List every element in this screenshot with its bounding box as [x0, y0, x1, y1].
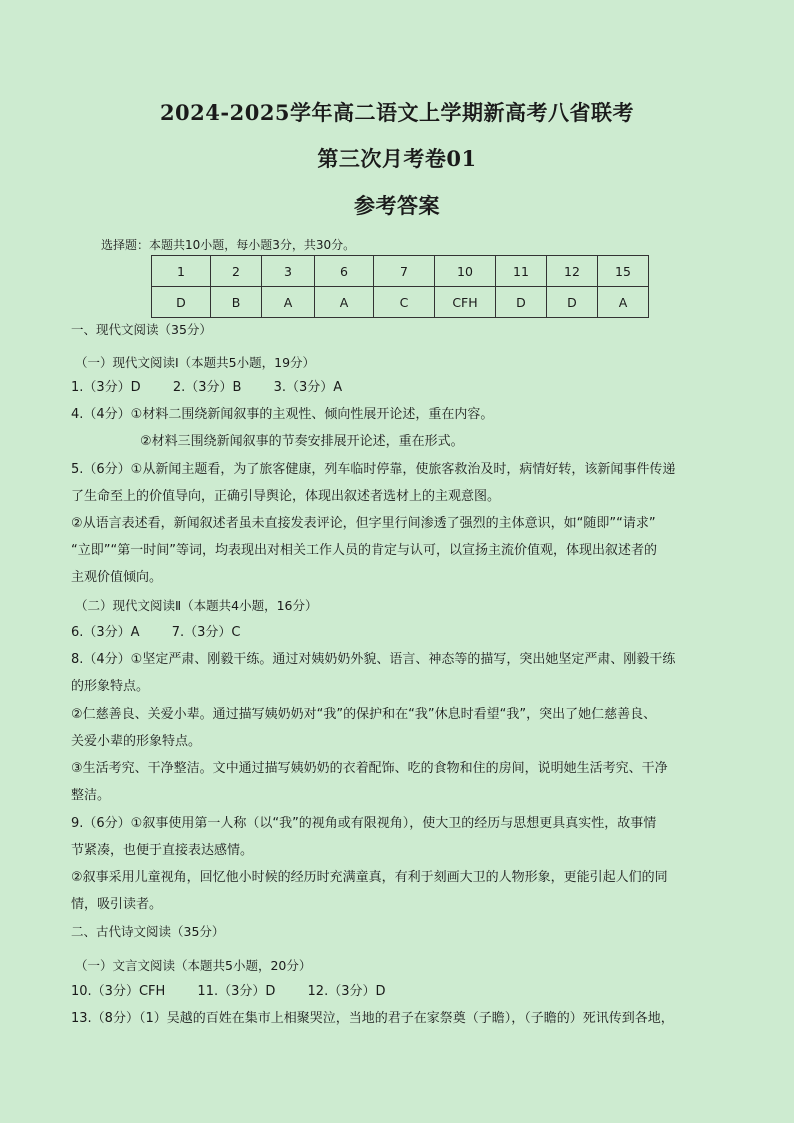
- section-heading: 一、现代文阅读（35分）: [71, 322, 212, 337]
- question-number-cell: 2: [211, 256, 262, 287]
- answer-q1: 1.（3分）D: [71, 380, 141, 395]
- answer-cell: A: [315, 287, 374, 318]
- answer-q8-point3: ③生活考究、干净整洁。文中通过描写姨奶奶的衣着配饰、吃的食物和住的房间，说明她生活考究、干净: [71, 761, 668, 776]
- choice-intro: 选择题：本题共10小题，每小题3分，共30分。: [101, 238, 356, 252]
- answer-q9-cont: 节紧凑，也便于直接表达感情。: [71, 843, 254, 858]
- question-number-cell: 10: [435, 256, 496, 287]
- answer-cell: B: [211, 287, 262, 318]
- answer-cell: D: [496, 287, 547, 318]
- answer-q9: 9.（6分）①叙事使用第一人称（以“我”的视角或有限视角），使大卫的经历与思想更具真实性，故事情: [71, 816, 657, 831]
- exam-title: 2024-2025学年高二语文上学期新高考八省联考: [159, 100, 635, 125]
- answer-q5-cont: 了生命至上的价值导向，正确引导舆论，体现出叙述者选材上的主观意图。: [71, 489, 501, 504]
- question-number-cell: 1: [152, 256, 211, 287]
- answer-q8-point2: ②仁慈善良、关爱小辈。通过描写姨奶奶对“我”的保护和在“我”休息时看望“我”，突出了她仁慈善良、: [71, 707, 657, 722]
- answer-q11: 11.（3分）D: [197, 984, 276, 999]
- answer-q9-point2: ②叙事采用儿童视角，回忆他小时候的经历时充满童真，有利于刻画大卫的人物形象，更能引起人们的同: [71, 870, 668, 885]
- answer-q12: 12.（3分）D: [307, 984, 386, 999]
- question-number-cell: 15: [598, 256, 649, 287]
- answer-q13: 13.（8分）（1）吴越的百姓在集市上相聚哭泣，当地的君子在家祭奠（子瞻），（子瞻的）死讯传到各地，: [71, 1011, 674, 1026]
- answer-cell: C: [374, 287, 435, 318]
- exam-subtitle: 第三次月考卷01: [317, 146, 477, 171]
- question-number-cell: 11: [496, 256, 547, 287]
- answer-line: [71, 982, 731, 1002]
- answer-line: [71, 378, 731, 398]
- answer-q5: 5.（6分）①从新闻主题看，为了旅客健康，列车临时停靠，使旅客救治及时，病情好转，该新闻事件传递: [71, 462, 676, 477]
- subsection-heading: （一）文言文阅读（本题共5小题，20分）: [75, 958, 312, 973]
- answer-q5-cont: “立即”“第一时间”等词，均表现出对相关工作人员的肯定与认可，以宣扬主流价值观，体现出叙述者的: [71, 543, 657, 558]
- question-number-cell: 6: [315, 256, 374, 287]
- subsection-heading: （一）现代文阅读Ⅰ（本题共5小题，19分）: [75, 355, 316, 370]
- subsection-heading: （二）现代文阅读Ⅱ（本题共4小题，16分）: [75, 598, 318, 613]
- question-number-cell: 3: [262, 256, 315, 287]
- answer-key-heading: 参考答案: [354, 193, 440, 218]
- answer-q10: 10.（3分）CFH: [71, 984, 166, 999]
- answer-cell: CFH: [435, 287, 496, 318]
- answer-q3: 3.（3分）A: [273, 380, 343, 395]
- answer-line: [71, 623, 731, 643]
- question-number-cell: 7: [374, 256, 435, 287]
- answer-cell: D: [152, 287, 211, 318]
- answer-q8-cont: 整洁。: [71, 788, 111, 803]
- answer-q8-cont: 的形象特点。: [71, 679, 150, 694]
- answer-q9-cont: 情，吸引读者。: [71, 897, 163, 912]
- answer-q4: 4.（4分）①材料二围绕新闻叙事的主观性、倾向性展开论述，重在内容。: [71, 407, 494, 422]
- section-heading: 二、古代诗文阅读（35分）: [71, 924, 225, 939]
- choice-answer-table: [151, 255, 649, 318]
- answer-cell: A: [598, 287, 649, 318]
- answer-q2: 2.（3分）B: [172, 380, 242, 395]
- answer-cell: A: [262, 287, 315, 318]
- answer-q8: 8.（4分）①坚定严肃、刚毅干练。通过对姨奶奶外貌、语言、神态等的描写，突出她坚定严肃、刚毅干练: [71, 652, 676, 667]
- question-number-cell: 12: [547, 256, 598, 287]
- question-number-row: [152, 256, 649, 287]
- answer-cell: D: [547, 287, 598, 318]
- answer-q8-cont: 关爱小辈的形象特点。: [71, 734, 202, 749]
- answer-row: [152, 287, 649, 318]
- answer-q5-cont: 主观价值倾向。: [71, 570, 163, 585]
- answer-q7: 7.（3分）C: [171, 625, 241, 640]
- answer-q6: 6.（3分）A: [71, 625, 140, 640]
- answer-q5-point2: ②从语言表述看，新闻叙述者虽未直接发表评论，但字里行间渗透了强烈的主体意识，如“随即”“请求”: [71, 516, 656, 531]
- answer-q4-point2: ②材料三围绕新闻叙事的节奏安排展开论述，重在形式。: [140, 434, 464, 449]
